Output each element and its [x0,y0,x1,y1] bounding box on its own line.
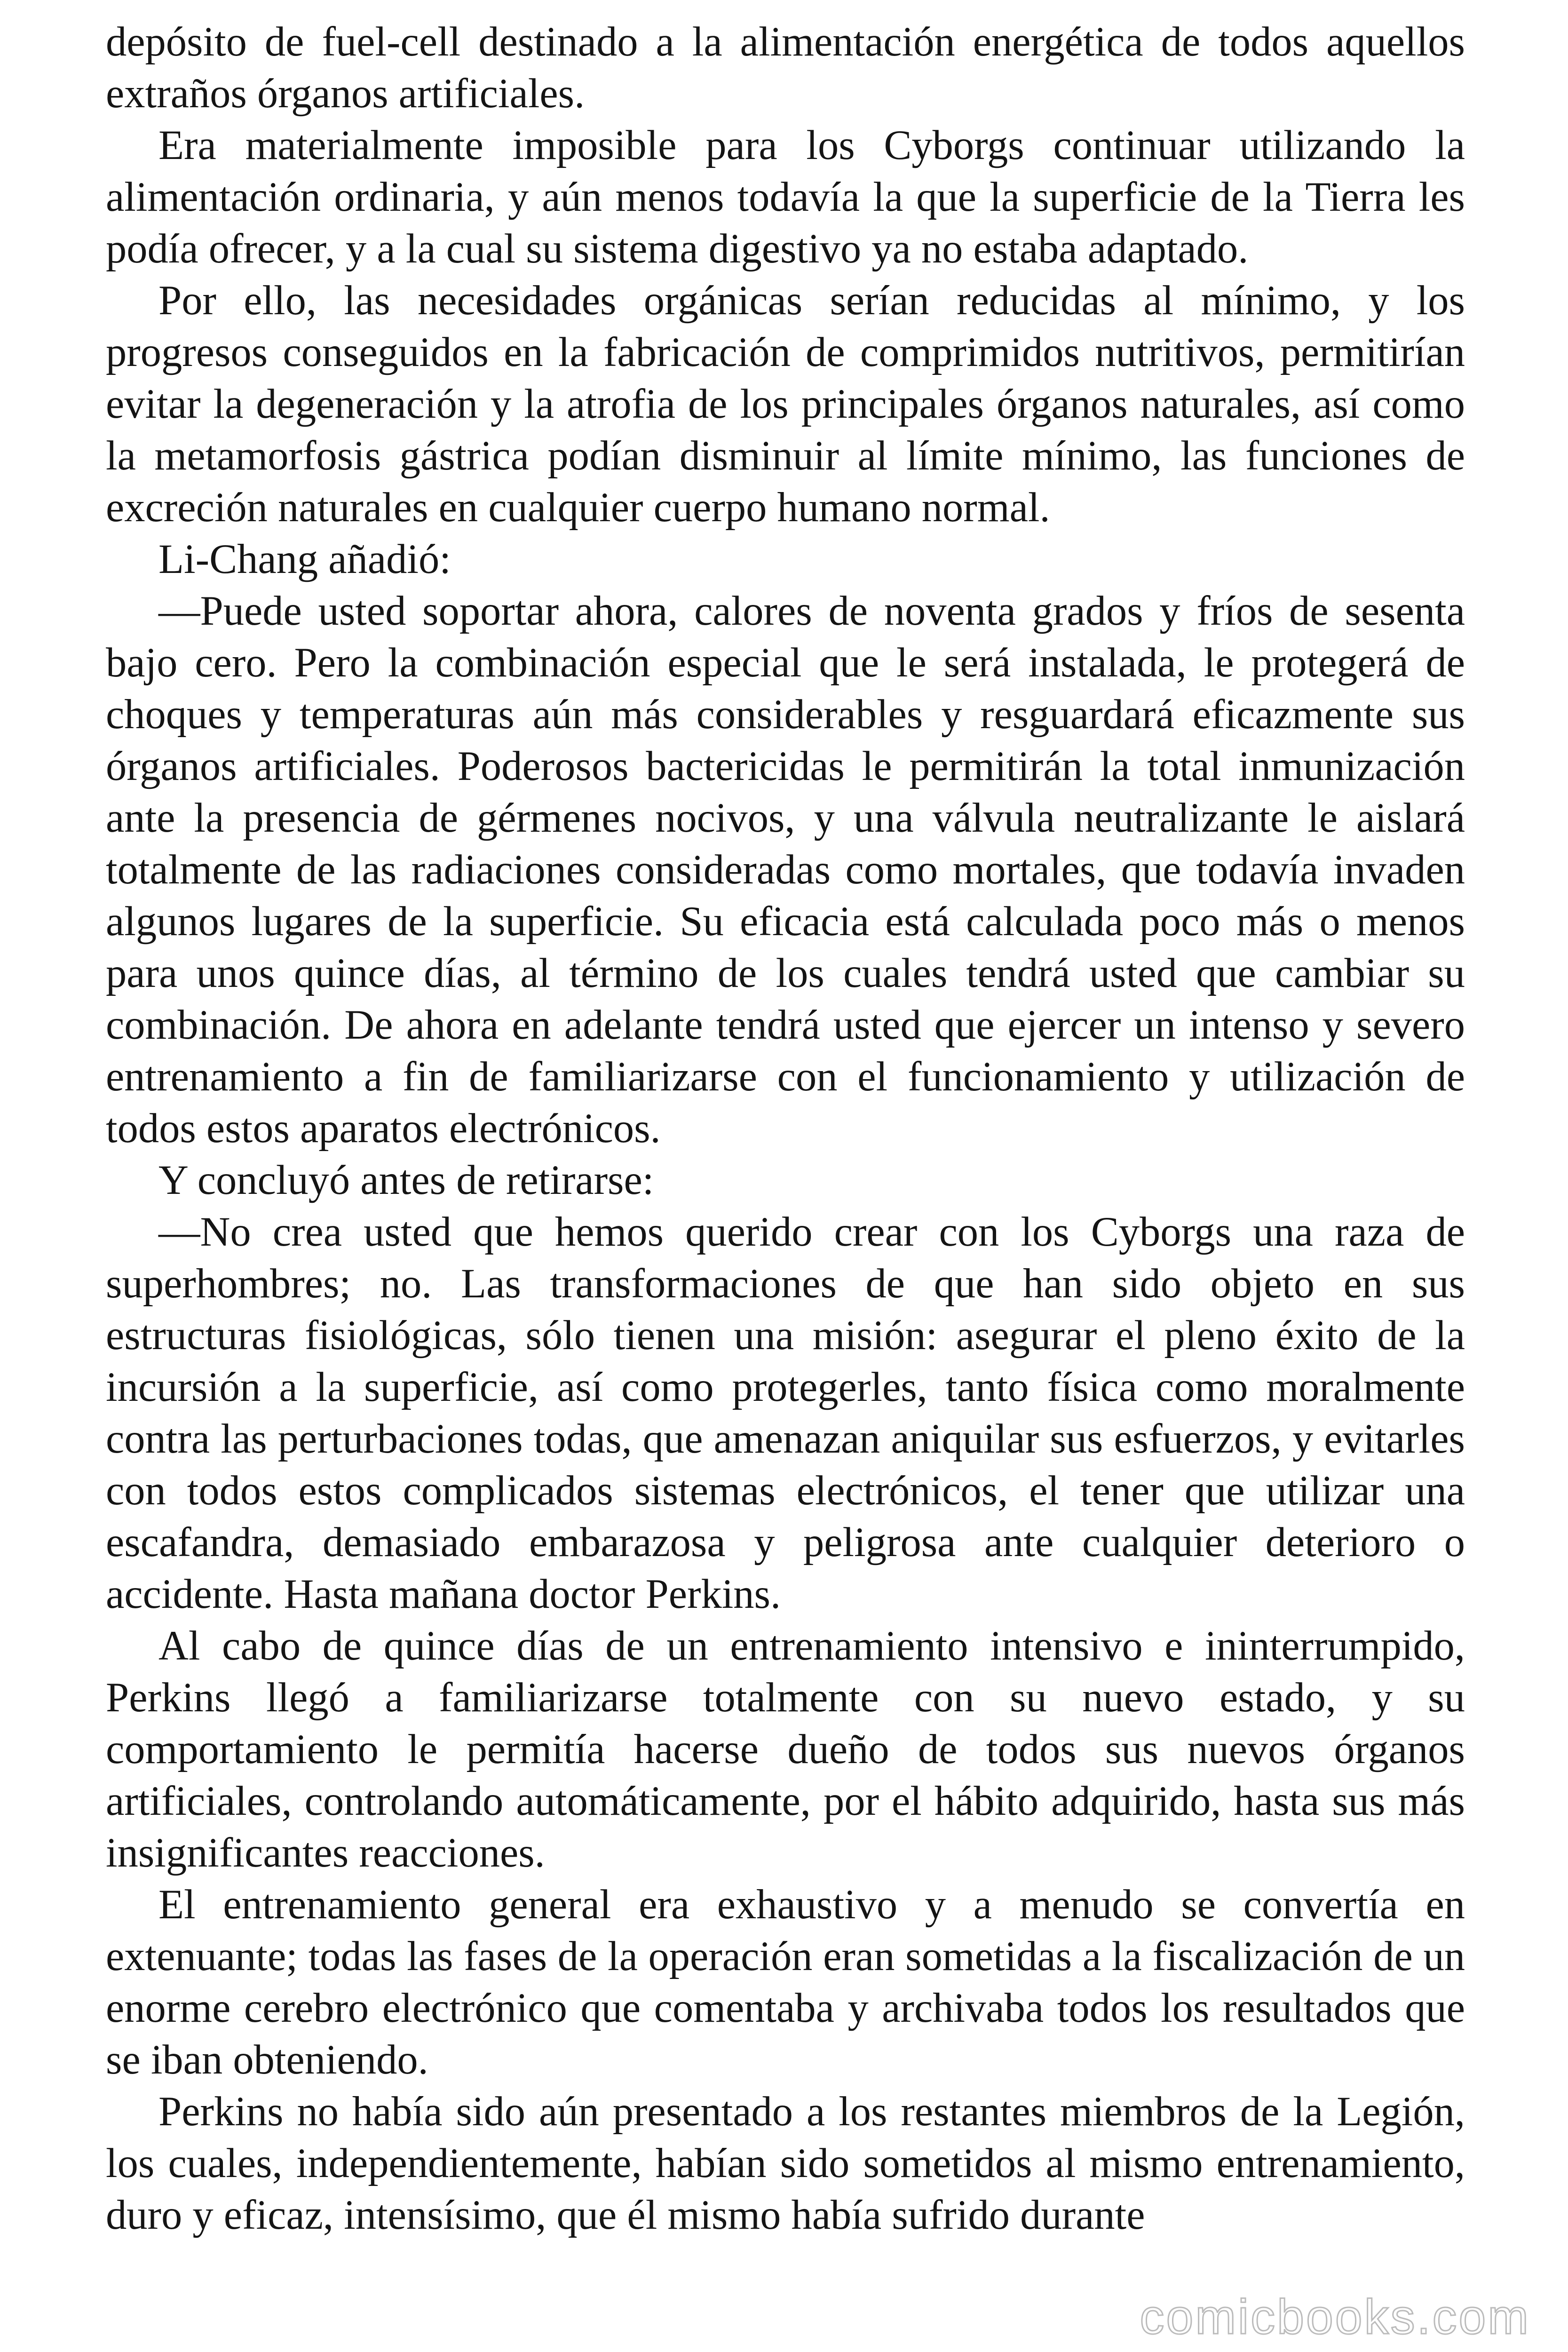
paragraph-dialogue: —Puede usted soportar ahora, calores de noventa grados y fríos de sesenta bajo cero. Pero la combinación especial que le será instalada, le protegerá de choques y temperaturas aún más considerables y resguardará eficazmente sus órganos artificiales. Poderosos bactericidas le permitirán la total inmunización ante la presencia de gérmenes nocivos, y una válvula neutralizante le aislará totalmente de las radiaciones consideradas como mortales, que todavía invaden algunos lugares de la superficie. Su eficacia está calculada poco más o menos para unos quince días, al término de los cuales tendrá usted que cambiar su combinación. De ahora en adelante tendrá usted que ejercer un intenso y severo entrenamiento a fin de familiarizarse con el funcionamiento y utilización de todos estos aparatos electrónicos. [106,588,1465,1152]
paragraph: Al cabo de quince días de un entrenamiento intensivo e ininterrumpido, Perkins llegó a familiarizarse totalmente con su nuevo estado, y su comportamiento le permitía hacerse dueño de todos sus nuevos órganos artificiales, controlando automáticamente, por el hábito adquirido, hasta sus más insignificantes reacciones. [106,1623,1465,1876]
paragraph: Por ello, las necesidades orgánicas serían reducidas al mínimo, y los progresos conseguidos en la fabricación de comprimidos nutritivos, permitirían evitar la degeneración y la atrofia de los principales órganos naturales, así como la metamorfosis gástrica podían disminuir al límite mínimo, las funciones de excreción naturales en cualquier cuerpo humano normal. [106,278,1465,531]
paragraph: Perkins no había sido aún presentado a los restantes miembros de la Legión, los cuales, independientemente, habían sido sometidos al mismo entrenamiento, duro y eficaz, intensísimo, que él mismo había sufrido durante [106,2089,1465,2238]
paragraph: Y concluyó antes de retirarse: [158,1157,654,1203]
paragraph: El entrenamiento general era exhaustivo y a menudo se convertía en extenuante; todas las fases de la operación eran sometidas a la fiscalización de un enorme cerebro electrónico que comentaba y archivaba todos los resultados que se iban obteniendo. [106,1882,1465,2083]
book-page-text [106,16,1465,2241]
paragraph: Era materialmente imposible para los Cyborgs continuar utilizando la alimentación ordinaria, y aún menos todavía la que la superficie de la Tierra les podía ofrecer, y a la cual su sistema digestivo ya no estaba adaptado. [106,122,1465,272]
paragraph-dialogue: —No crea usted que hemos querido crear con los Cyborgs una raza de superhombres; no. Las transformaciones de que han sido objeto en sus estructuras fisiológicas, sólo tienen una misión: asegurar el pleno éxito de la incursión a la superficie, así como protegerles, tanto física como moralmente contra las perturbaciones todas, que amenazan aniquilar sus esfuerzos, y evitarles con todos estos complicados sistemas electrónicos, el tener que utilizar una escafandra, demasiado embarazosa y peligrosa ante cualquier deterioro o accidente. Hasta mañana doctor Perkins. [106,1209,1465,1617]
paragraph: Li-Chang añadió: [158,536,451,582]
paragraph-continued: depósito de fuel-cell destinado a la alimentación energética de todos aquellos extraños órganos artificiales. [106,19,1465,117]
watermark: comicbooks.com [1140,2290,1530,2344]
